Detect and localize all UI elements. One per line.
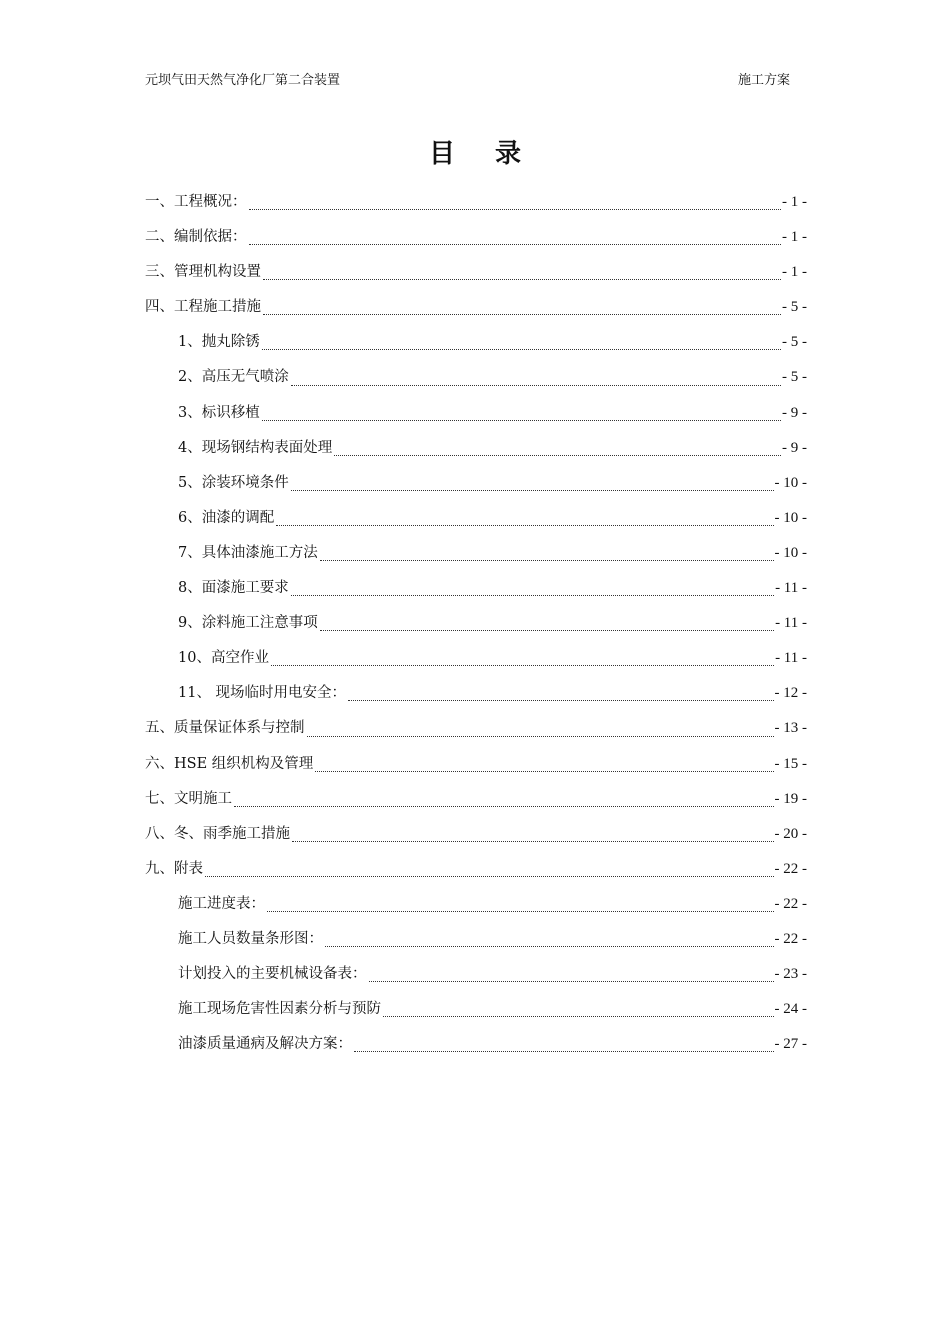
toc-entry-label: 2、高压无气喷涂 — [178, 369, 289, 386]
dot-leader — [263, 278, 781, 280]
toc-entry[interactable] — [145, 679, 807, 714]
toc-entry-page-number: - 9 - — [782, 439, 807, 456]
toc-entry-page-number: - 19 - — [774, 790, 807, 807]
toc-entry-page-number: - 15 - — [774, 755, 807, 772]
toc-entry-page-number: - 1 - — [782, 194, 807, 210]
dot-leader — [267, 910, 774, 912]
toc-entry-page-number: - 5 - — [782, 299, 807, 316]
dot-leader — [205, 875, 774, 877]
toc-entry-page-number: - 22 - — [774, 860, 807, 877]
toc-entry[interactable] — [145, 750, 807, 785]
toc-entry-label: 10、高空作业 — [178, 650, 269, 667]
toc-entry-label: 5、涂装环境条件 — [178, 474, 289, 491]
header-document-type: 施工方案 — [737, 73, 790, 88]
toc-entry-label: 11、 现场临时用电安全： — [178, 685, 347, 702]
dot-leader — [325, 945, 774, 947]
dot-leader — [292, 840, 774, 842]
toc-entry-page-number: - 10 - — [774, 474, 807, 491]
page-header — [145, 69, 790, 89]
toc-entry[interactable] — [145, 539, 807, 574]
toc-entry[interactable] — [145, 223, 807, 258]
toc-entry-label: 4、现场钢结构表面处理 — [178, 439, 333, 456]
toc-entry-page-number: - 5 - — [782, 334, 807, 351]
toc-entry[interactable] — [145, 960, 807, 995]
toc-entry-label: 3、标识移植 — [178, 404, 260, 421]
toc-entry-page-number: - 11 - — [775, 615, 807, 632]
dot-leader — [369, 980, 774, 982]
toc-entry-label: 7、具体油漆施工方法 — [178, 544, 318, 561]
dot-leader — [383, 1015, 774, 1017]
toc-entry-page-number: - 27 - — [774, 1036, 807, 1053]
toc-entry[interactable] — [145, 785, 807, 820]
toc-entry[interactable] — [145, 925, 807, 960]
dot-leader — [234, 805, 774, 807]
toc-entry-label: 计划投入的主要机械设备表： — [178, 966, 367, 983]
toc-entry-page-number: - 1 - — [782, 264, 807, 281]
toc-entry[interactable] — [145, 609, 807, 644]
toc-entry-page-number: - 23 - — [774, 966, 807, 983]
toc-entry-page-number: - 9 - — [782, 404, 807, 421]
header-project-name: 元坝气田天然气净化厂第二合装置 — [145, 73, 341, 88]
toc-entry-page-number: - 5 - — [782, 369, 807, 386]
toc-entry-label: 八、冬、雨季施工措施 — [145, 825, 290, 842]
toc-entry-label: 七、文明施工 — [145, 790, 232, 807]
toc-entry[interactable] — [145, 399, 807, 434]
toc-entry-label: 施工人员数量条形图： — [178, 930, 323, 947]
dot-leader — [354, 1050, 774, 1052]
toc-entry[interactable] — [145, 855, 807, 890]
dot-leader — [315, 770, 773, 772]
dot-leader — [307, 735, 774, 737]
toc-entry-page-number: - 11 - — [775, 580, 807, 597]
dot-leader — [320, 559, 774, 561]
dot-leader — [348, 699, 773, 701]
toc-entry-label: 9、涂料施工注意事项 — [178, 615, 318, 632]
toc-entry-page-number: - 20 - — [774, 825, 807, 842]
dot-leader — [291, 594, 774, 596]
toc-entry[interactable] — [145, 504, 807, 539]
toc-entry-label: 六、HSE 组织机构及管理 — [145, 755, 314, 772]
toc-entry[interactable] — [145, 1030, 807, 1065]
dot-leader — [262, 348, 781, 350]
dot-leader — [249, 243, 782, 245]
dot-leader — [320, 629, 774, 631]
dot-leader — [291, 489, 774, 491]
table-of-contents — [145, 188, 807, 1065]
toc-entry[interactable] — [145, 995, 807, 1030]
dot-leader — [249, 208, 782, 210]
toc-entry-label: 6、油漆的调配 — [178, 509, 275, 526]
toc-entry-page-number: - 12 - — [774, 685, 807, 702]
toc-entry-page-number: - 11 - — [775, 650, 807, 667]
dot-leader — [291, 384, 781, 386]
toc-entry[interactable] — [145, 469, 807, 504]
toc-entry-label: 施工现场危害性因素分析与预防 — [178, 1001, 381, 1018]
toc-entry[interactable] — [145, 644, 807, 679]
toc-entry-label: 一、工程概况： — [145, 194, 247, 210]
toc-entry-page-number: - 24 - — [774, 1001, 807, 1018]
toc-entry-label: 油漆质量通病及解决方案： — [178, 1036, 352, 1053]
toc-entry-label: 施工进度表： — [178, 895, 265, 912]
toc-entry-page-number: - 10 - — [774, 544, 807, 561]
toc-entry[interactable] — [145, 574, 807, 609]
toc-entry-page-number: - 13 - — [774, 720, 807, 737]
toc-entry-page-number: - 22 - — [774, 895, 807, 912]
toc-entry-label: 8、面漆施工要求 — [178, 580, 289, 597]
toc-entry-label: 1、抛丸除锈 — [178, 334, 260, 351]
toc-entry-label: 三、管理机构设置 — [145, 264, 261, 281]
toc-entry[interactable] — [145, 328, 807, 363]
toc-entry-page-number: - 10 - — [774, 509, 807, 526]
toc-entry[interactable] — [145, 434, 807, 469]
dot-leader — [263, 313, 781, 315]
toc-entry-label: 九、附表 — [145, 860, 203, 877]
dot-leader — [262, 419, 781, 421]
toc-entry[interactable] — [145, 820, 807, 855]
toc-entry-page-number: - 1 - — [782, 229, 807, 246]
dot-leader — [271, 664, 774, 666]
toc-entry-label: 四、工程施工措施 — [145, 299, 261, 316]
toc-entry[interactable] — [145, 890, 807, 925]
toc-title: 目录 — [428, 139, 561, 169]
toc-entry[interactable] — [145, 363, 807, 398]
toc-entry-label: 二、编制依据： — [145, 229, 247, 246]
toc-entry[interactable] — [145, 258, 807, 293]
toc-entry[interactable] — [145, 714, 807, 749]
dot-leader — [334, 454, 781, 456]
dot-leader — [276, 524, 773, 526]
toc-entry[interactable] — [145, 188, 807, 223]
toc-entry-page-number: - 22 - — [774, 930, 807, 947]
toc-entry-label: 五、质量保证体系与控制 — [145, 720, 305, 737]
toc-entry[interactable] — [145, 293, 807, 328]
